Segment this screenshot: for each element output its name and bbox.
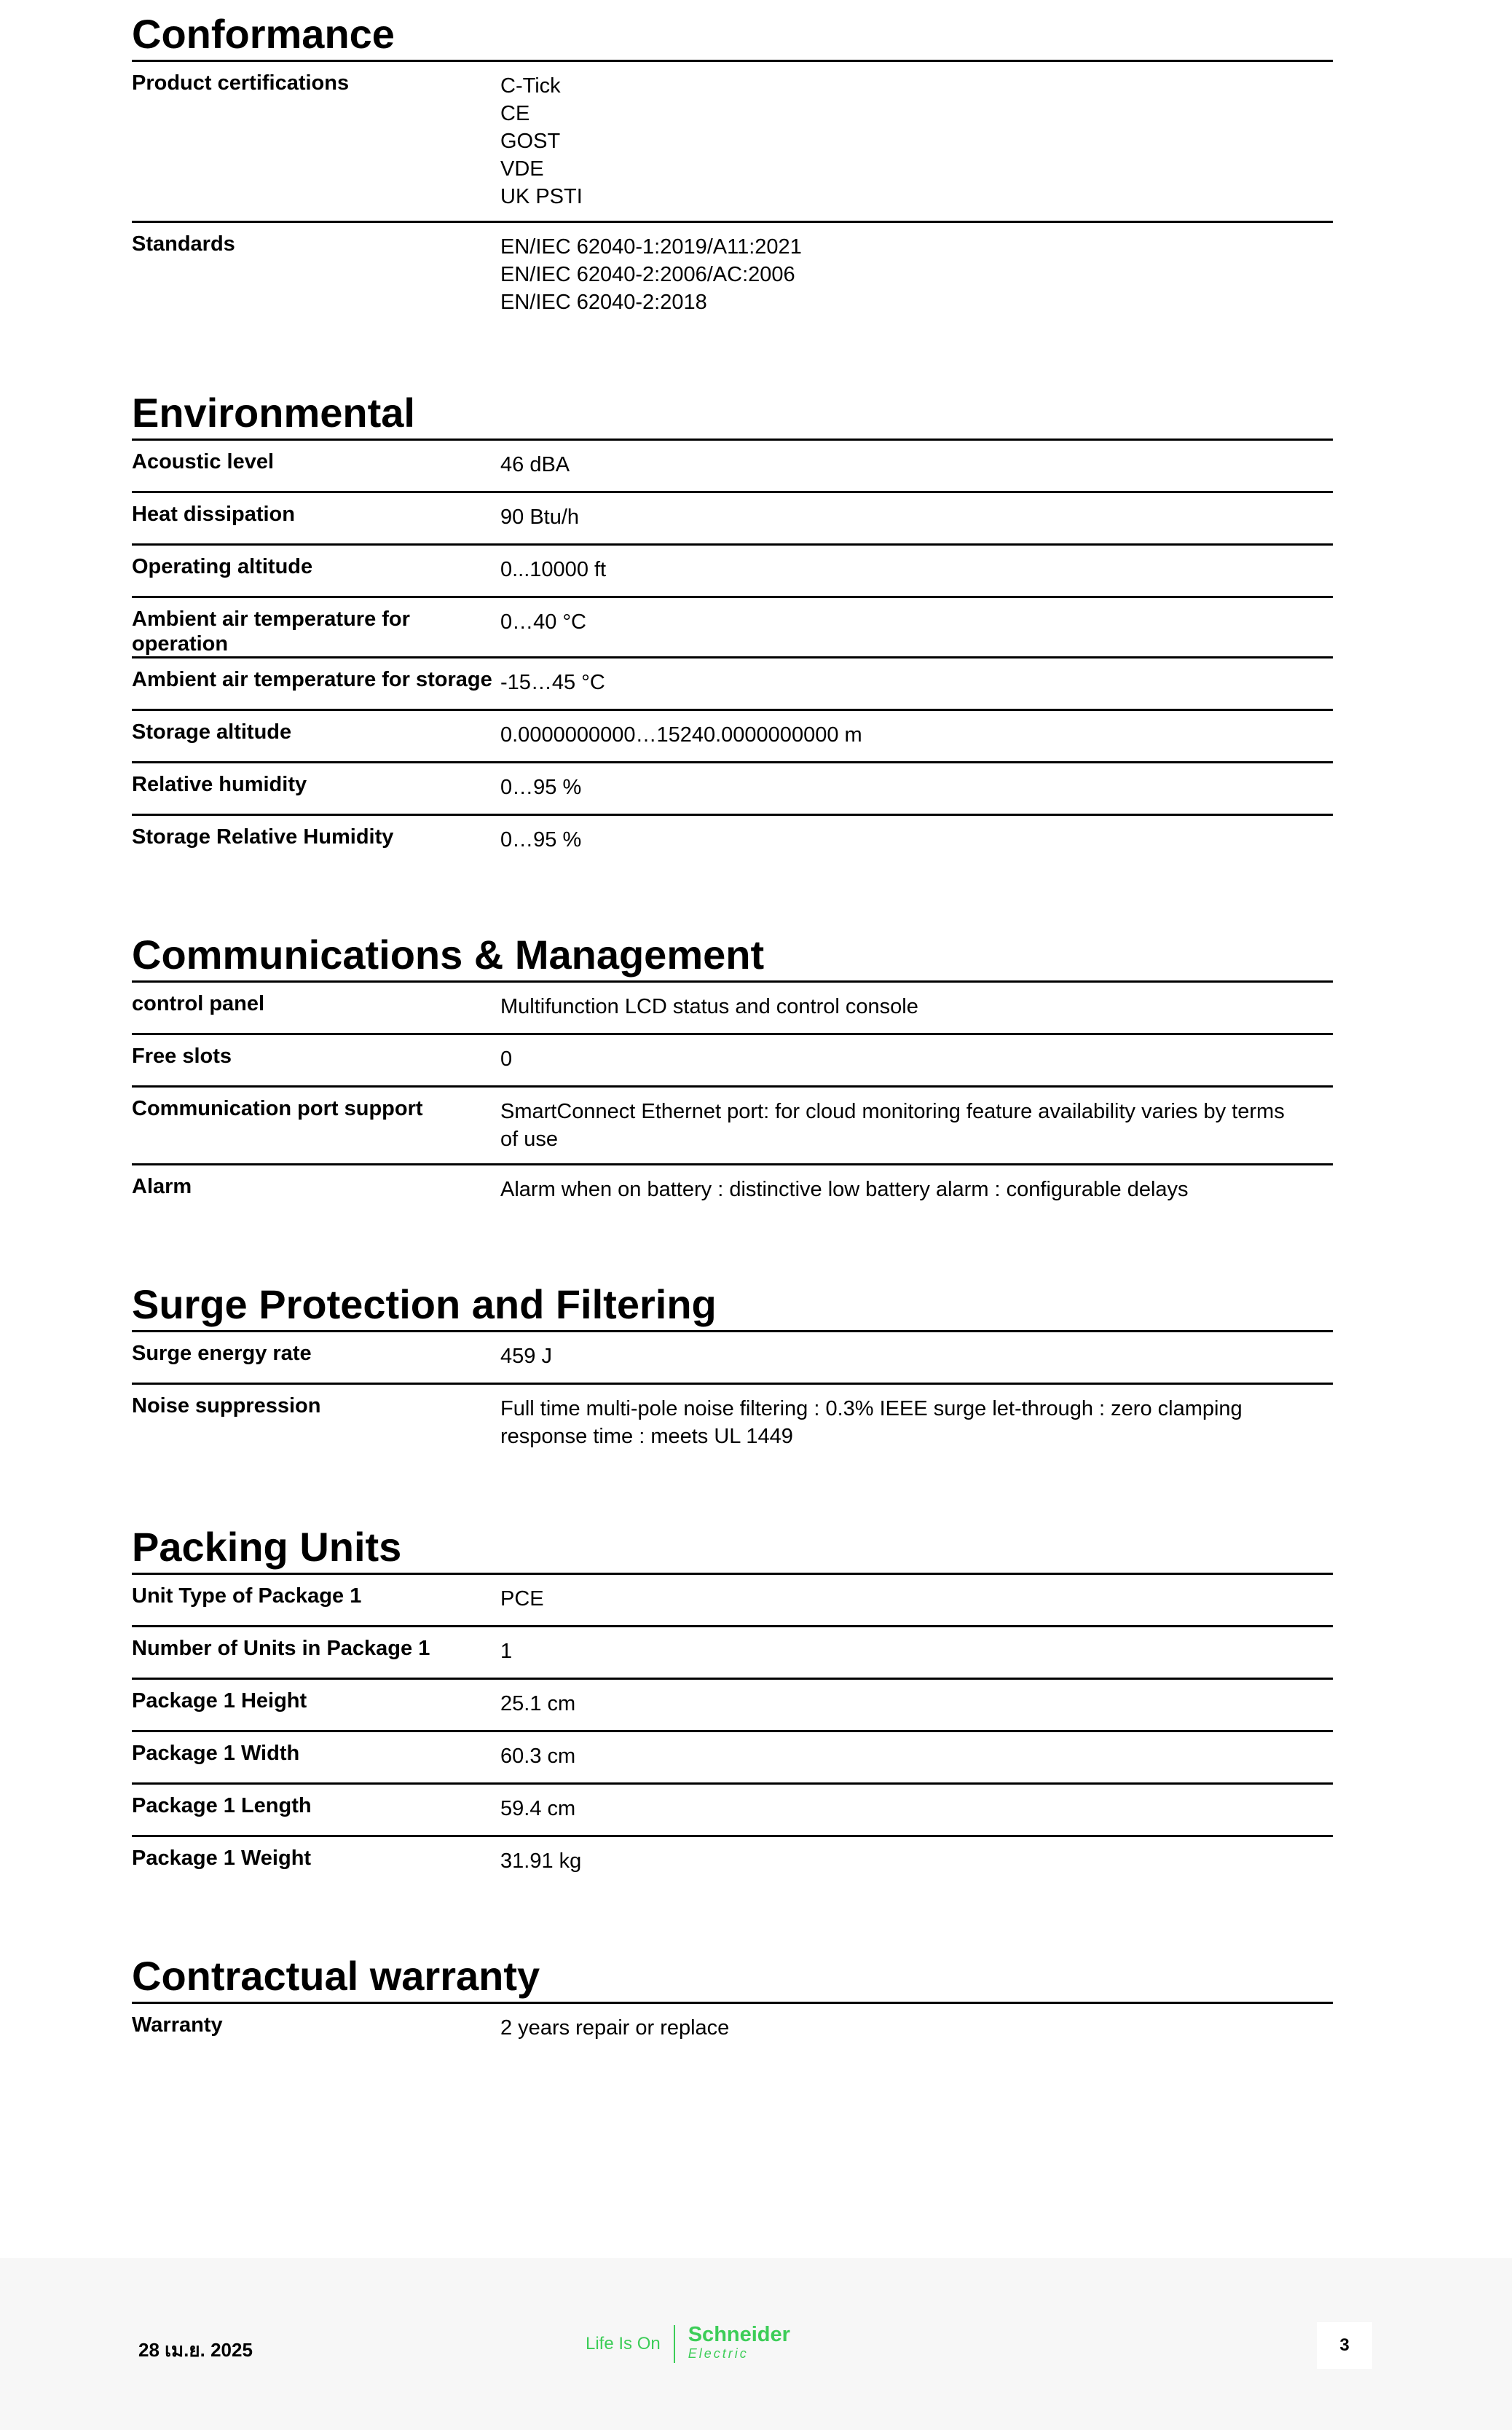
spec-value bbox=[500, 493, 1333, 543]
spec-value-line: 459 J bbox=[500, 1345, 552, 1368]
spec-value-line: -15…45 °C bbox=[500, 671, 605, 694]
section bbox=[132, 1942, 1333, 2056]
spec-value-line: VDE bbox=[500, 157, 544, 181]
spec-value bbox=[500, 1732, 1333, 1782]
spec-value-line: 60.3 cm bbox=[500, 1745, 576, 1768]
spec-value bbox=[500, 1165, 1333, 1218]
spec-row bbox=[132, 658, 1333, 711]
spec-row bbox=[132, 441, 1333, 493]
tagline: Life Is On bbox=[586, 2334, 661, 2354]
spec-label: Relative humidity bbox=[132, 773, 307, 796]
section-title: Surge Protection and Filtering bbox=[132, 1270, 1333, 1332]
spec-row bbox=[132, 763, 1333, 816]
spec-label: Heat dissipation bbox=[132, 503, 295, 526]
spec-value-line: C-Tick bbox=[500, 74, 561, 98]
spec-row bbox=[132, 816, 1333, 868]
section-title: Conformance bbox=[132, 0, 1333, 62]
brand-logo bbox=[586, 2325, 790, 2363]
section bbox=[132, 921, 1333, 1218]
spec-value bbox=[500, 1332, 1333, 1383]
spec-row bbox=[132, 1332, 1333, 1385]
spec-row bbox=[132, 546, 1333, 598]
spec-label: Storage Relative Humidity bbox=[132, 825, 394, 849]
spec-label: Package 1 Height bbox=[132, 1689, 307, 1713]
brand-name-sub: Electric bbox=[688, 2346, 749, 2361]
spec-label: Operating altitude bbox=[132, 555, 313, 578]
spec-row bbox=[132, 1385, 1333, 1460]
spec-value-line: 59.4 cm bbox=[500, 1797, 576, 1820]
spec-value-line: 1 bbox=[500, 1640, 513, 1663]
page-footer bbox=[0, 2258, 1512, 2430]
section bbox=[132, 379, 1333, 868]
spec-value-line: 0.0000000000…15240.0000000000 m bbox=[500, 723, 862, 747]
spec-value bbox=[500, 1785, 1333, 1835]
section-title: Communications & Management bbox=[132, 921, 1333, 983]
spec-row bbox=[132, 983, 1333, 1035]
spec-value bbox=[500, 1035, 1333, 1085]
spec-row bbox=[132, 62, 1333, 223]
spec-row bbox=[132, 1088, 1333, 1165]
spec-label: Surge energy rate bbox=[132, 1342, 312, 1365]
section bbox=[132, 1270, 1333, 1460]
spec-label: Unit Type of Package 1 bbox=[132, 1584, 362, 1608]
spec-value-line: SmartConnect Ethernet port: for cloud monitoring feature availability varies by terms of use bbox=[500, 1100, 1285, 1151]
spec-document bbox=[132, 0, 1333, 2056]
spec-label: Product certifications bbox=[132, 71, 350, 95]
spec-value-line: EN/IEC 62040-1:2019/A11:2021 bbox=[500, 235, 802, 259]
spec-label: Alarm bbox=[132, 1175, 192, 1198]
spec-value bbox=[500, 658, 1333, 709]
spec-value-line: 0...10000 ft bbox=[500, 558, 607, 581]
spec-label: Package 1 Weight bbox=[132, 1847, 312, 1870]
spec-row bbox=[132, 1732, 1333, 1785]
section-title: Environmental bbox=[132, 379, 1333, 441]
spec-row bbox=[132, 1837, 1333, 1890]
spec-value bbox=[500, 711, 1333, 761]
spec-value-line: PCE bbox=[500, 1587, 544, 1611]
spec-value-line: EN/IEC 62040-2:2006/AC:2006 bbox=[500, 263, 795, 286]
page-number: 3 bbox=[1317, 2322, 1372, 2369]
spec-value-line: UK PSTI bbox=[500, 185, 583, 208]
spec-value bbox=[500, 816, 1333, 868]
spec-row bbox=[132, 223, 1333, 326]
spec-row bbox=[132, 2004, 1333, 2056]
print-date: 28 เม.ย. 2025 bbox=[138, 2339, 253, 2361]
spec-value bbox=[500, 62, 1333, 221]
spec-row bbox=[132, 1165, 1333, 1218]
spec-row bbox=[132, 711, 1333, 763]
spec-label: Noise suppression bbox=[132, 1394, 321, 1418]
spec-label: control panel bbox=[132, 992, 265, 1015]
spec-label: Standards bbox=[132, 232, 235, 256]
logo-divider bbox=[674, 2325, 675, 2363]
spec-value-line: 2 years repair or replace bbox=[500, 2016, 730, 2040]
spec-row bbox=[132, 1035, 1333, 1088]
spec-row bbox=[132, 1785, 1333, 1837]
spec-label: Package 1 Length bbox=[132, 1794, 312, 1817]
section-title: Packing Units bbox=[132, 1513, 1333, 1575]
spec-row bbox=[132, 1680, 1333, 1732]
spec-label: Communication port support bbox=[132, 1097, 423, 1120]
spec-value-line: 25.1 cm bbox=[500, 1692, 576, 1715]
spec-value bbox=[500, 598, 1333, 656]
spec-value-line: 0…95 % bbox=[500, 776, 582, 799]
spec-value-line: Multifunction LCD status and control console bbox=[500, 995, 918, 1018]
spec-value-line: CE bbox=[500, 102, 530, 125]
spec-value-line: Alarm when on battery : distinctive low battery alarm : configurable delays bbox=[500, 1178, 1189, 1201]
spec-label: Number of Units in Package 1 bbox=[132, 1637, 430, 1660]
spec-value bbox=[500, 1088, 1333, 1163]
spec-value-line: EN/IEC 62040-2:2018 bbox=[500, 291, 707, 314]
spec-label: Acoustic level bbox=[132, 450, 275, 473]
spec-value-line: GOST bbox=[500, 130, 561, 153]
spec-value-line: 31.91 kg bbox=[500, 1849, 582, 1873]
section bbox=[132, 0, 1333, 326]
spec-value bbox=[500, 2004, 1333, 2056]
brand-name bbox=[688, 2325, 790, 2363]
spec-label: Warranty bbox=[132, 2013, 223, 2037]
spec-value bbox=[500, 546, 1333, 596]
spec-value bbox=[500, 1627, 1333, 1678]
spec-value bbox=[500, 1680, 1333, 1730]
spec-value-line: 0…95 % bbox=[500, 828, 582, 852]
spec-label: Package 1 Width bbox=[132, 1742, 300, 1765]
spec-row bbox=[132, 1575, 1333, 1627]
spec-label: Free slots bbox=[132, 1045, 232, 1068]
spec-value bbox=[500, 983, 1333, 1033]
section bbox=[132, 1513, 1333, 1890]
spec-row bbox=[132, 1627, 1333, 1680]
spec-value bbox=[500, 763, 1333, 814]
spec-value bbox=[500, 223, 1333, 326]
spec-label: Ambient air temperature for storage bbox=[132, 668, 492, 691]
spec-value-line: 0 bbox=[500, 1047, 513, 1071]
section-title: Contractual warranty bbox=[132, 1942, 1333, 2004]
spec-value bbox=[500, 1837, 1333, 1890]
spec-value bbox=[500, 1385, 1333, 1460]
spec-label: Storage altitude bbox=[132, 720, 292, 744]
brand-name-main: Schneider bbox=[688, 2323, 790, 2346]
spec-value bbox=[500, 441, 1333, 491]
spec-row bbox=[132, 598, 1333, 658]
spec-value bbox=[500, 1575, 1333, 1625]
spec-label: Ambient air temperature for operation bbox=[132, 608, 410, 656]
spec-value-line: 46 dBA bbox=[500, 453, 570, 476]
spec-value-line: Full time multi-pole noise filtering : 0.3% IEEE surge let-through : zero clamping response time : meets UL 1449 bbox=[500, 1397, 1243, 1448]
spec-value-line: 90 Btu/h bbox=[500, 506, 580, 529]
spec-row bbox=[132, 493, 1333, 546]
spec-value-line: 0…40 °C bbox=[500, 610, 586, 634]
